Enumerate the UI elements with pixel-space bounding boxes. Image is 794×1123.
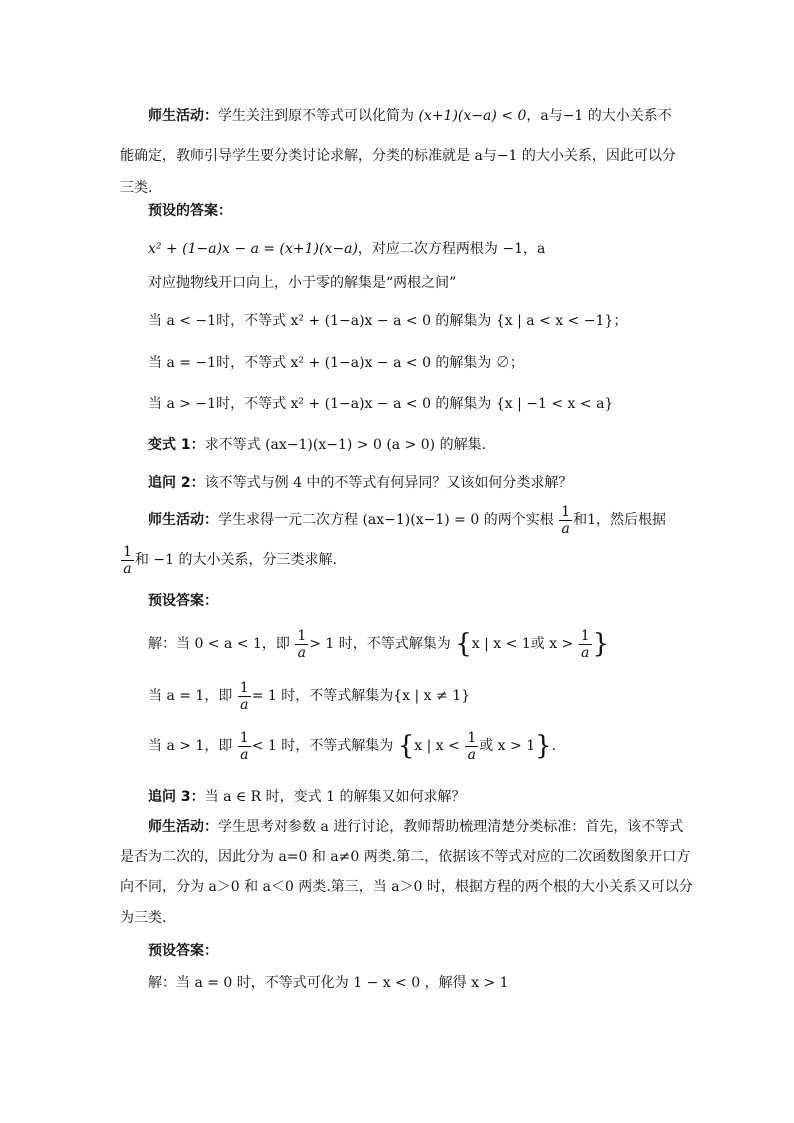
case-a-equals-minus-1: 当 a = −1时，不等式 x² + (1−a)x − a < 0 的解集为 ∅；	[148, 355, 524, 371]
paragraph-2-line-1	[148, 502, 666, 538]
p2-text-b: 和1，然后根据	[573, 512, 666, 528]
factorization-equation: x² + (1−a)x − a = (x+1)(x−a)	[148, 241, 358, 257]
teacher-student-activity-label: 师生活动：	[148, 108, 218, 124]
a2-s1-b: > 1 时，不等式解集为	[309, 636, 451, 652]
fraction-numerator: 1	[297, 627, 307, 644]
a2-s2-set: {x | x ≠ 1}	[393, 688, 471, 704]
parabola-description: 对应抛物线开口向上，小于零的解集是“两根之间”	[148, 275, 457, 291]
answer-2-case-1	[148, 626, 609, 662]
fraction-one-over-a	[559, 504, 572, 537]
fraction-denominator: a	[240, 696, 249, 713]
fraction-one-over-a	[579, 628, 592, 661]
factorization-line	[148, 238, 545, 260]
p2-text-c: 和 −1 的大小关系，分三类求解.	[134, 552, 337, 568]
fraction-numerator: 1	[239, 729, 249, 746]
paragraph-1-line-2: 能确定，教师引导学生要分类讨论求解，分类的标准就是 a与−1 的大小关系，因此可以分	[120, 148, 676, 164]
follow-up-question-2	[148, 472, 572, 494]
p2-text-a: 学生求得一元二次方程 (ax−1)(x−1) = 0 的两个实根	[218, 512, 554, 528]
a2-s2-a: 当 a = 1，即	[148, 688, 233, 704]
fraction-denominator: a	[123, 560, 132, 577]
right-brace: }	[535, 731, 552, 761]
fraction-one-over-a	[465, 730, 478, 763]
paragraph-3-line-2: 是否为二次的，因此分为 a=0 和 a≠0 两类.第二，依据该不等式对应的二次函数图象开口方	[120, 849, 691, 865]
follow-up-2-label: 追问 2：	[148, 475, 205, 491]
teacher-student-activity-label: 师生活动：	[148, 512, 218, 528]
paragraph-1-line-1	[148, 105, 672, 127]
fraction-denominator: a	[561, 520, 570, 537]
answer-2-case-3: 当 a > 1，即 $\frac{1}{a}$ < 1 时，不等式解集为 {x | x < $\frac{1}{a}$ 或 x > 1}.	[148, 729, 557, 763]
variant-1-text: 求不等式 (ax−1)(x−1) > 0 (a > 0) 的解集.	[204, 437, 487, 453]
fraction-one-over-a	[238, 730, 251, 763]
left-brace: {	[455, 629, 472, 659]
fraction-numerator: 1	[467, 729, 477, 746]
follow-up-3-text: 当 a ∈ R 时，变式 1 的解集又如何求解？	[204, 789, 466, 805]
factorization-tail: ，对应二次方程两根为 −1，a	[357, 241, 546, 257]
follow-up-2-text: 该不等式与例 4 中的不等式有何异同？又该如何分类求解？	[204, 475, 573, 491]
paragraph-3-line-4: 为三类.	[120, 910, 167, 926]
fraction-numerator: 1	[239, 679, 249, 696]
fraction-denominator: a	[240, 746, 249, 763]
a2-s3-b: < 1 时，不等式解集为	[251, 738, 394, 754]
preset-answer-label: 预设的答案：	[148, 203, 232, 219]
right-brace: }	[592, 629, 610, 659]
fraction-one-over-a	[295, 628, 308, 661]
a2-s3-a: 当 a > 1，即	[148, 738, 233, 754]
case-a-less-than-minus-1: 当 a < −1时，不等式 x² + (1−a)x − a < 0 的解集为 {x | a < x < −1}；	[148, 313, 628, 329]
a2-s2-b: = 1 时，不等式解集为	[251, 688, 394, 704]
answer-2-case-2	[148, 678, 470, 714]
teacher-student-activity-label: 师生活动：	[148, 819, 218, 835]
variant-1	[148, 434, 486, 456]
p3-line1-text: 学生思考对参数 a 进行讨论，教师帮助梳理清楚分类标准：首先，该不等式	[218, 819, 684, 835]
p1-line1-tail: ，a与−1 的大小关系不	[526, 108, 672, 124]
fraction-numerator: 1	[561, 503, 571, 520]
follow-up-question-3	[148, 786, 465, 808]
a2-s3-set-a: x | x <	[414, 738, 460, 754]
fraction-numerator: 1	[580, 627, 590, 644]
a2-s1-set: x | x < 1或 x >	[471, 636, 574, 652]
paragraph-2-line-2	[120, 542, 337, 578]
p1-inequality: (x+1)(x−a) < 0	[418, 108, 527, 124]
fraction-one-over-a	[121, 544, 134, 577]
fraction-one-over-a	[238, 680, 251, 713]
p1-line1-text: 学生关注到原不等式可以化简为	[218, 108, 414, 124]
paragraph-3-line-1	[148, 816, 683, 838]
a2-s3-set-b: 或 x > 1	[479, 738, 536, 754]
fraction-denominator: a	[297, 644, 306, 661]
fraction-denominator: a	[581, 644, 590, 661]
case-a-greater-than-minus-1: 当 a > −1时，不等式 x² + (1−a)x − a < 0 的解集为 {x | −1 < x < a}	[148, 396, 614, 412]
paragraph-3-line-3: 向不同，分为 a＞0 和 a＜0 两类.第三，当 a＞0 时，根据方程的两个根的大小关系又可以分	[120, 879, 693, 895]
follow-up-3-label: 追问 3：	[148, 789, 205, 805]
fraction-denominator: a	[467, 746, 476, 763]
preset-answer-label: 预设答案：	[148, 593, 218, 609]
variant-1-label: 变式 1：	[148, 437, 205, 453]
fraction-numerator: 1	[123, 543, 132, 560]
left-brace: {	[397, 731, 415, 761]
paragraph-1-line-3: 三类.	[120, 180, 153, 196]
preset-answer-label: 预设答案：	[148, 943, 218, 959]
a2-s1-a: 解：当 0 < a < 1，即	[148, 636, 290, 652]
answer-3-case-a-zero: 解：当 a = 0 时，不等式可化为 1 − x < 0 ，解得 x > 1	[148, 975, 509, 991]
